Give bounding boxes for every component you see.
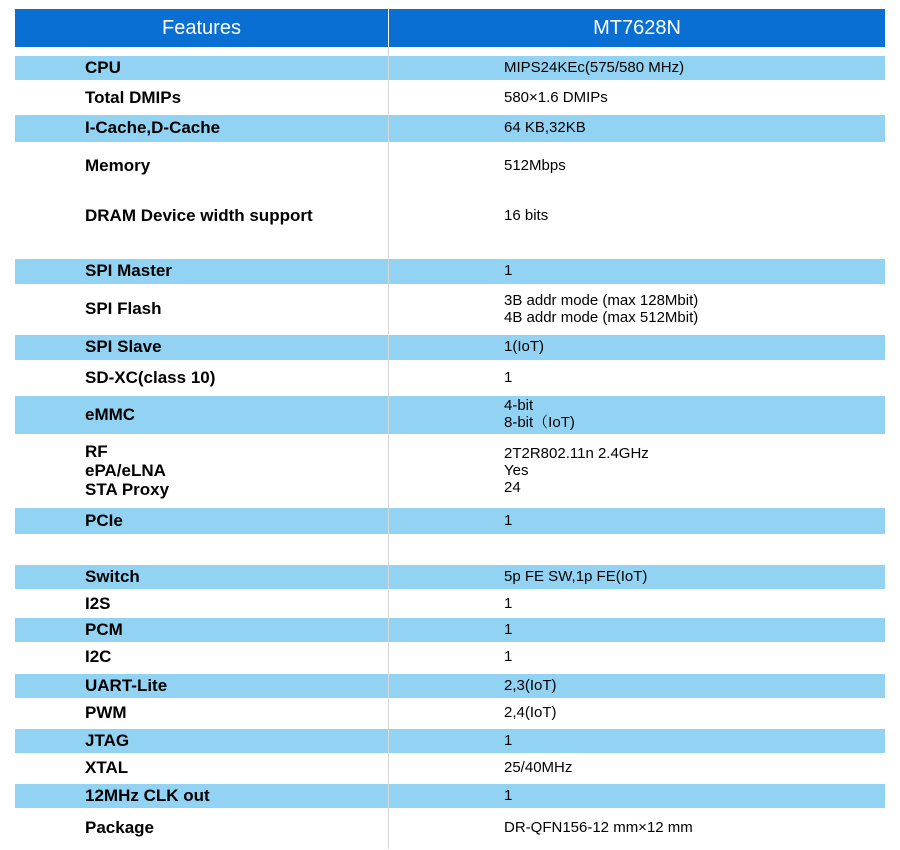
table-row [15,259,885,284]
table-row [15,396,885,434]
value-text: 16 bits [504,206,549,224]
value-text: 2,3(IoT) [504,676,557,694]
feature-label: SD-XC(class 10) [85,367,216,387]
feature-label: Total DMIPs [85,87,182,107]
feature-cell [15,191,388,241]
value-cell [389,674,885,698]
feature-cell [15,646,388,668]
table-row [15,439,885,504]
value-text: 24 [504,478,521,496]
table-row [15,56,885,80]
feature-cell [15,702,388,724]
value-cell [389,702,885,724]
value-cell [389,565,885,589]
value-text: 1 [504,620,513,638]
value-text: 5p FE SW,1p FE(IoT) [504,567,648,585]
value-cell [389,56,885,80]
feature-cell [15,396,388,434]
feature-label: PCM [85,619,123,639]
value-text: 1 [504,262,513,280]
header-features: Features [15,9,388,47]
feature-cell [15,618,388,642]
table-row [15,146,885,187]
value-text: 2T2R802.11n 2.4GHz [504,445,649,463]
feature-label: I2S [85,593,111,613]
table-row [15,115,885,142]
feature-label: Memory [85,156,151,176]
feature-label: PWM [85,702,127,722]
value-text: MIPS24KEc(575/580 MHz) [504,58,685,76]
value-cell [389,508,885,534]
feature-cell [15,335,388,360]
feature-label: CPU [85,57,121,77]
feature-label: STA Proxy [85,479,170,499]
table-row [15,812,885,845]
feature-cell [15,539,388,559]
feature-cell [15,146,388,187]
value-text: 1 [504,594,513,612]
feature-label: 12MHz CLK out [85,785,210,805]
feature-label: UART-Lite [85,675,168,695]
table-row [15,618,885,642]
feature-label: Switch [85,566,140,586]
value-text: 3B addr mode (max 128Mbit) [504,291,699,309]
value-text: 4B addr mode (max 512Mbit) [504,308,699,326]
feature-label: ePA/eLNA [85,461,166,481]
value-text: Yes [504,462,529,480]
value-text: 4-bit [504,397,534,415]
value-cell [389,86,885,110]
table-row [15,508,885,534]
value-cell [389,365,885,391]
value-cell [389,757,885,779]
table-row [15,702,885,724]
feature-cell [15,259,388,284]
feature-label: I-Cache,D-Cache [85,118,221,138]
value-cell [389,812,885,845]
value-text: 1 [504,511,513,529]
feature-cell [15,439,388,504]
table-row [15,539,885,559]
feature-label: XTAL [85,757,129,777]
value-cell [389,593,885,615]
table-row [15,288,885,331]
feature-cell [15,288,388,331]
value-text: 1 [504,731,513,749]
value-text: 2,4(IoT) [504,703,557,721]
feature-label: SPI Slave [85,337,162,357]
header-model: MT7628N [389,9,885,47]
table-row [15,674,885,698]
value-cell [389,259,885,284]
feature-cell [15,674,388,698]
table-row [15,646,885,668]
table-row [15,729,885,753]
value-cell [389,539,885,559]
table-row [15,335,885,360]
table-row [15,86,885,110]
feature-label: DRAM Device width support [85,205,313,225]
value-text: 1 [504,368,513,386]
value-cell [389,335,885,360]
value-cell [389,396,885,434]
value-cell [389,146,885,187]
feature-cell [15,812,388,845]
value-cell [389,439,885,504]
feature-cell [15,729,388,753]
feature-label: SPI Flash [85,299,162,319]
value-cell [389,191,885,241]
value-cell [389,784,885,808]
table-row [15,593,885,615]
table-row [15,191,885,241]
value-text: 8-bit（IoT) [504,414,575,431]
value-text: 1(IoT) [504,338,545,356]
value-cell [389,646,885,668]
value-text: 512Mbps [504,157,566,175]
feature-cell [15,508,388,534]
feature-label: JTAG [85,730,130,750]
value-text: DR-QFN156-12 mm×12 mm [504,819,693,837]
value-text: 64 KB,32KB [504,119,586,137]
value-cell [389,729,885,753]
feature-label: eMMC [85,404,136,424]
feature-cell [15,565,388,589]
feature-label: I2C [85,646,112,666]
feature-cell [15,784,388,808]
value-cell [389,115,885,142]
table-row [15,565,885,589]
feature-cell [15,115,388,142]
table-row [15,757,885,779]
feature-cell [15,757,388,779]
table-row [15,784,885,808]
feature-cell [15,86,388,110]
value-cell [389,618,885,642]
table-row [15,365,885,391]
value-text: 25/40MHz [504,758,573,776]
feature-cell [15,365,388,391]
value-cell [389,288,885,331]
value-text: 1 [504,786,513,804]
feature-label: Package [85,818,154,838]
value-text: 1 [504,647,513,665]
feature-cell [15,593,388,615]
feature-label: PCIe [85,510,123,530]
feature-label: SPI Master [85,261,172,281]
value-text: 580×1.6 DMIPs [504,88,608,106]
feature-label: RF [85,442,108,462]
feature-cell [15,56,388,80]
